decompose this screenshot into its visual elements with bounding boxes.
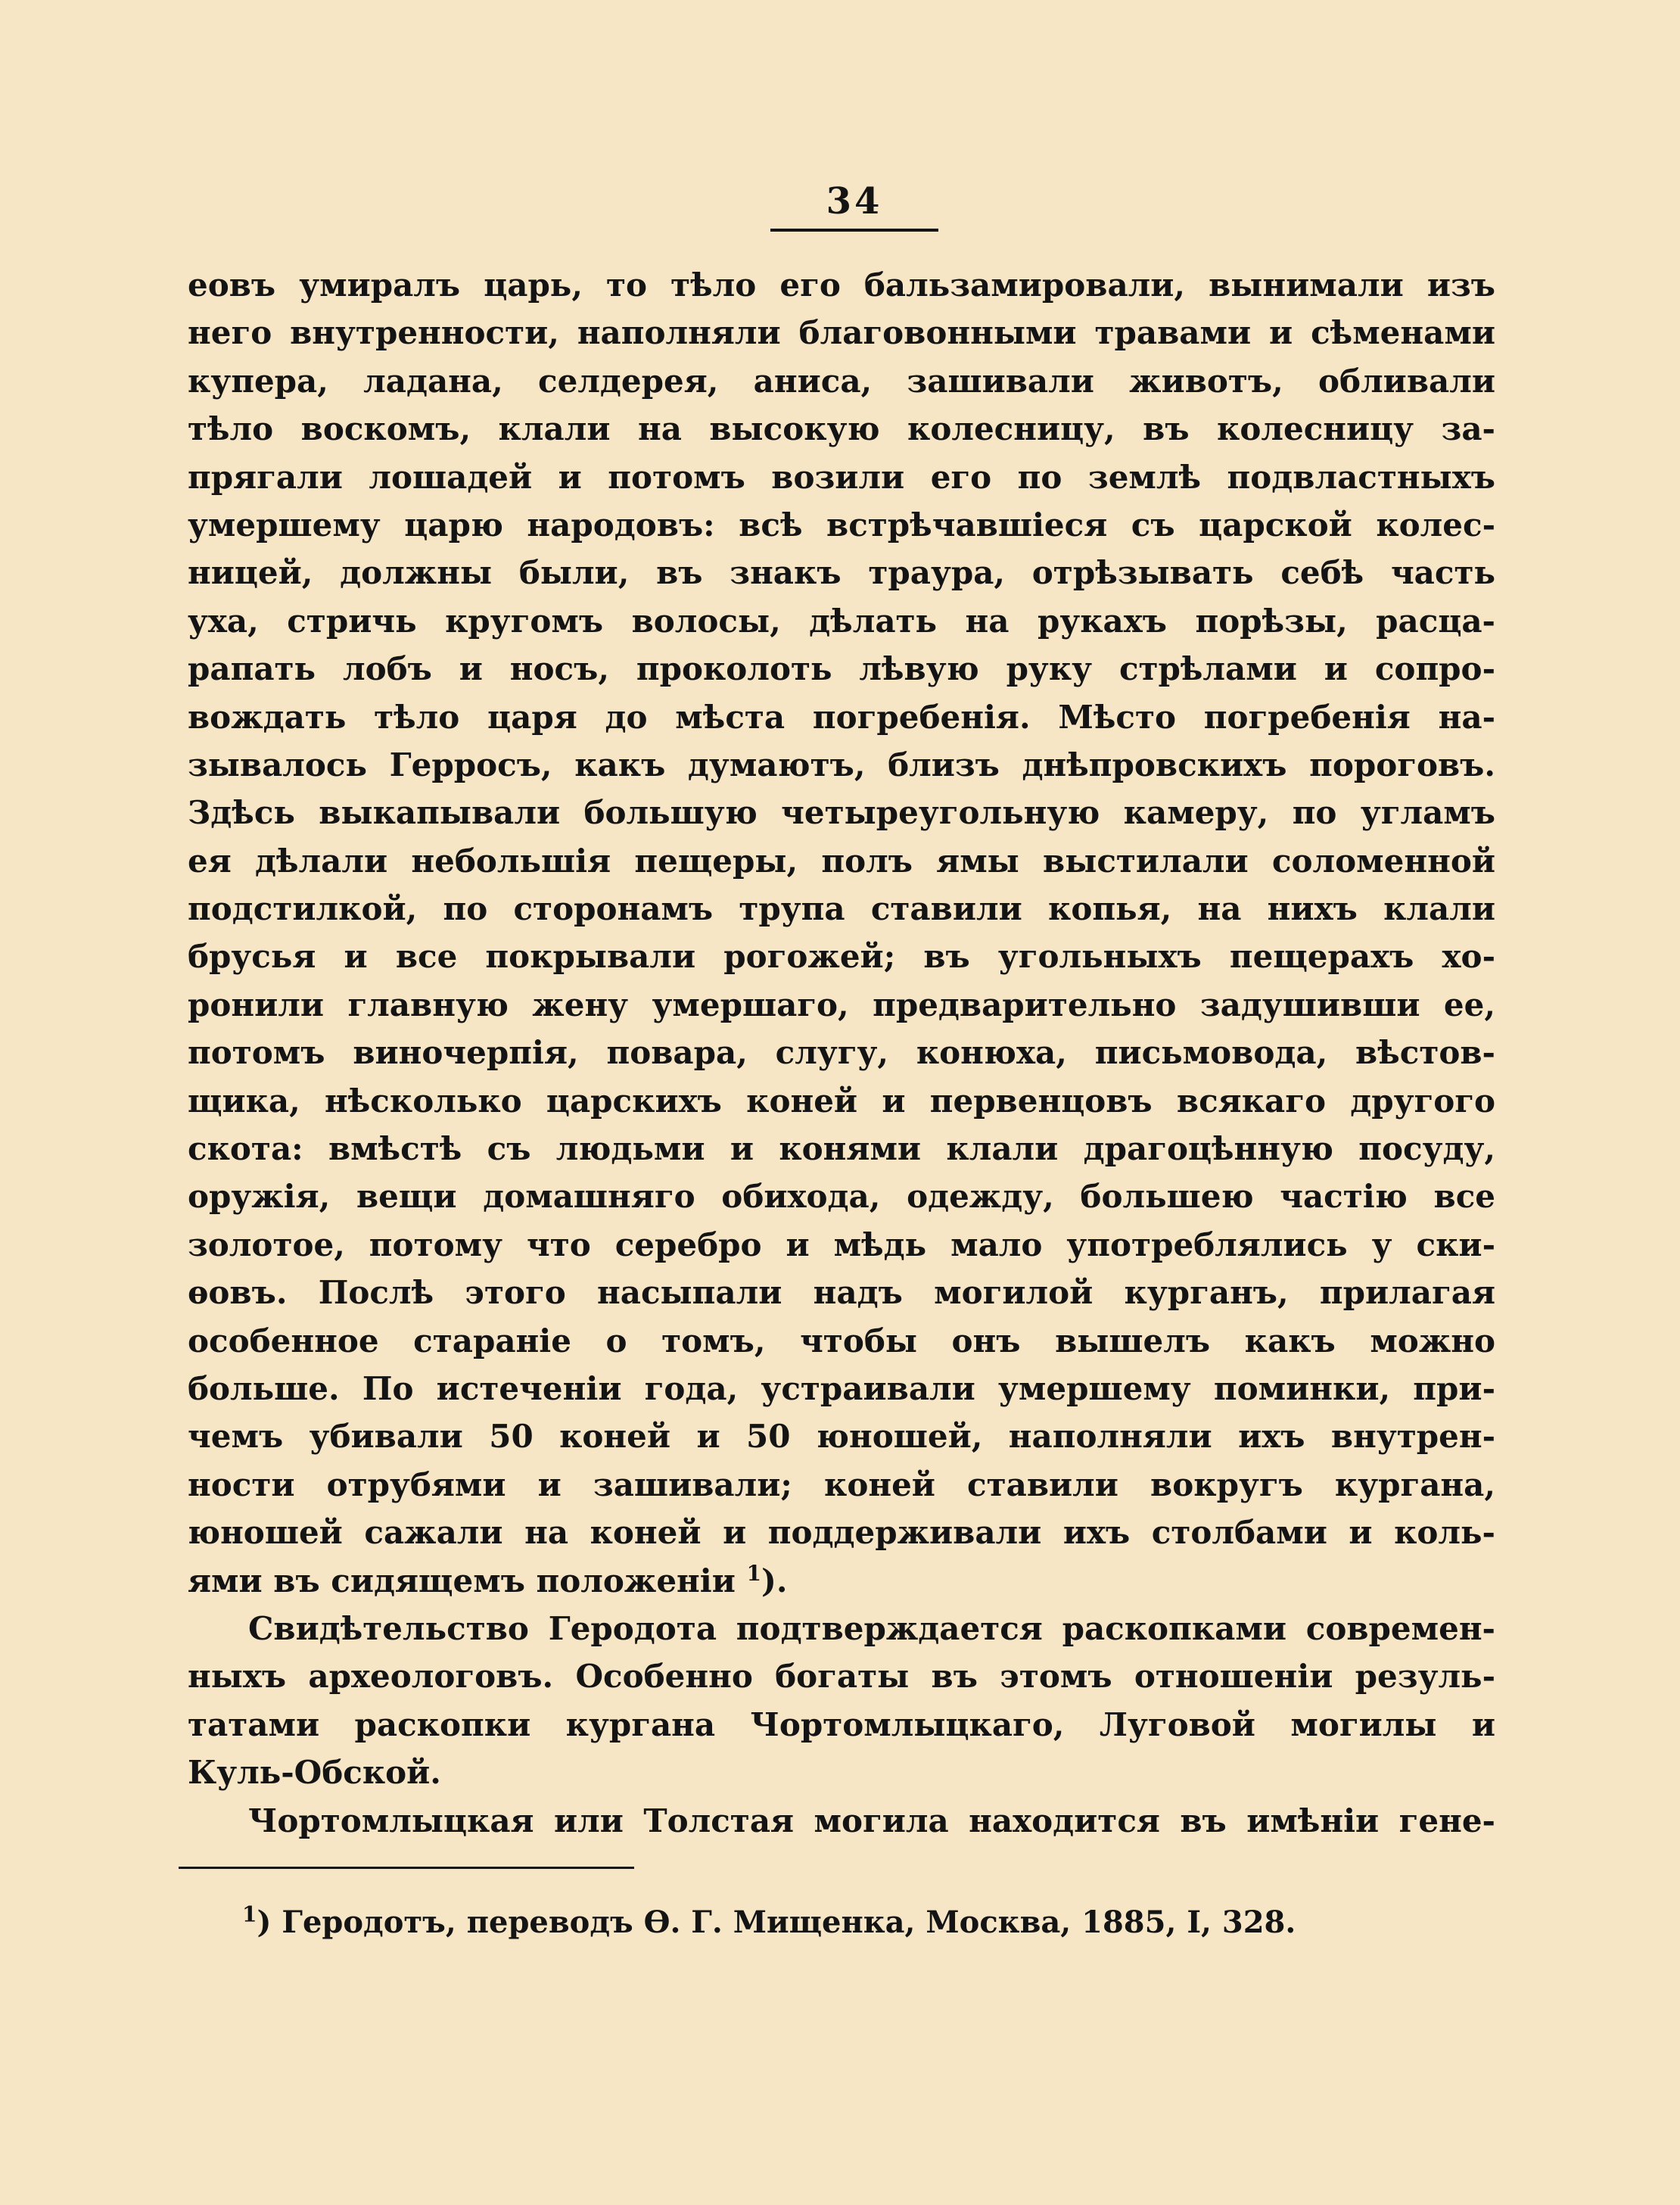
text-line: золотое, потому что серебро и мѣдь мало употреблялись у ски- [188,1226,1495,1263]
text-line: потомъ виночерпія, повара, слугу, конюха, письмовода, вѣстов- [188,1034,1495,1072]
page-number-rule [770,229,938,232]
text-line: ности отрубями и зашивали; коней ставили вокругъ кургана, [188,1465,1495,1503]
text-line: брусья и все покрывали рогожей; въ угольныхъ пещерахъ хо- [188,938,1495,976]
body-text [188,261,1495,1845]
text-line: тѣло воскомъ, клали на высокую колесницу, въ колесницу за- [188,410,1495,448]
text-line-content: ями въ сидящемъ положеніи [188,1562,736,1599]
paragraph-2 [188,1605,1495,1797]
text-line [188,1557,1495,1605]
text-line: оружія, вещи домашняго обихода, одежду, большею частію все [188,1178,1495,1216]
text-line: подстилкой, по сторонамъ трупа ставили копья, на нихъ клали [188,890,1495,928]
text-line: больше. По истеченіи года, устраивали умершему поминки, при- [188,1369,1495,1407]
text-line: ронили главную жену умершаго, предварительно задушивши ее, [188,986,1495,1023]
paragraph-1 [188,261,1495,1605]
text-line: ѳовъ. Послѣ этого насыпали надъ могилой курганъ, прилагая [188,1274,1495,1312]
text-line: ея дѣлали небольшія пещеры, полъ ямы выстилали соломенной [188,842,1495,880]
text-line: еовъ умиралъ царь, то тѣло его бальзамировали, вынимали изъ [188,266,1495,304]
footnote-marker: 1 [242,1901,257,1927]
page-number: 34 [826,180,883,223]
text-line: татами раскопки кургана Чортомлыцкаго, Луговой могилы и [188,1705,1495,1743]
paragraph-3 [188,1797,1495,1845]
text-line-tail: ). [761,1562,788,1599]
text-line: умершему царю народовъ: всѣ встрѣчавшіеся съ царской колес- [188,506,1495,543]
text-line: Чортомлыцкая или Толстая могила находится въ имѣніи гене- [248,1802,1495,1839]
text-line: зывалось Герросъ, какъ думаютъ, близъ днѣпровскихъ пороговъ. [188,746,1495,783]
text-line: рапать лобъ и носъ, проколоть лѣвую руку стрѣлами и сопро- [188,650,1495,688]
text-line: ныхъ археологовъ. Особенно богаты въ этомъ отношеніи резуль- [188,1658,1495,1696]
text-line: Здѣсь выкапывали большую четыреугольную камеру, по угламъ [188,794,1495,832]
text-line: юношей сажали на коней и поддерживали ихъ столбами и коль- [188,1514,1495,1552]
text-line: него внутренности, наполняли благовонными травами и сѣменами [188,314,1495,352]
text-line: скота: вмѣстѣ съ людьми и конями клали драгоцѣнную посуду, [188,1130,1495,1168]
text-line: чемъ убивали 50 коней и 50 юношей, наполняли ихъ внутрен- [188,1418,1495,1456]
text-line: Свидѣтельство Геродота подтверждается раскопками современ- [248,1609,1495,1647]
text-line: особенное стараніе о томъ, чтобы онъ вышелъ какъ можно [188,1322,1495,1359]
text-line: ницей, должны были, въ знакъ траура, отрѣзывать себѣ часть [188,554,1495,592]
text-line: Куль-Обской. [188,1754,441,1792]
footnote-rule [179,1867,634,1869]
footnote-reference[interactable]: 1 [746,1560,762,1586]
text-line: прягали лошадей и потомъ возили его по землѣ подвластныхъ [188,458,1495,496]
footnote [242,1892,1453,1953]
text-line: вождать тѣло царя до мѣста погребенія. Мѣсто погребенія на- [188,698,1495,736]
text-line: щика, нѣсколько царскихъ коней и первенцовъ всякаго другого [188,1082,1495,1120]
footnote-text: ) Геродотъ, переводъ Ѳ. Г. Мищенка, Москва, 1885, I, 328. [257,1904,1296,1940]
text-line: купера, ладана, селдерея, аниса, зашивали животъ, обливали [188,362,1495,400]
text-line: уха, стричь кругомъ волосы, дѣлать на рукахъ порѣзы, расца- [188,602,1495,640]
